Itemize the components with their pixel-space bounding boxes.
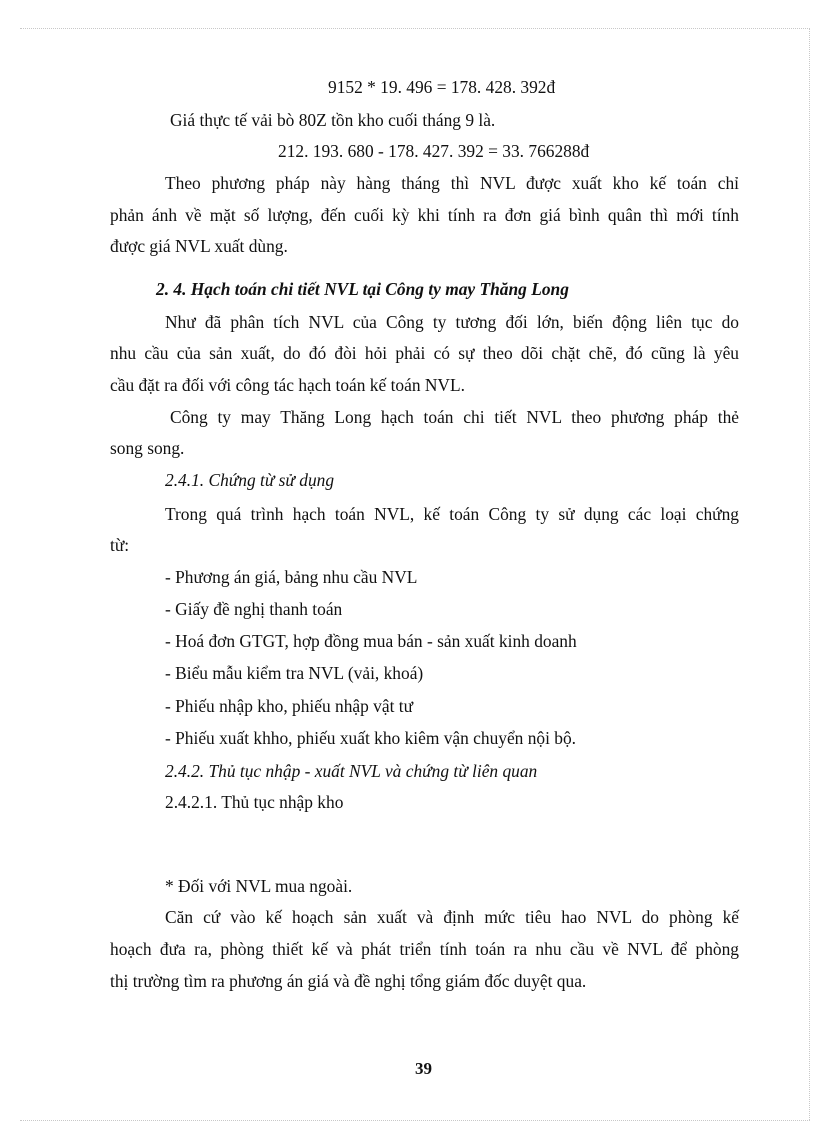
paragraph-line: được giá NVL xuất dùng. <box>110 236 288 256</box>
calc-line-1: 9152 * 19. 496 = 178. 428. 392đ <box>328 77 556 97</box>
subsection-heading: 2.4.2. Thủ tục nhập - xuất NVL và chứng từ liên quan <box>165 761 538 781</box>
paragraph-line: nhu cầu của sản xuất, do đó đòi hỏi phải có sự theo dõi chặt chẽ, đó cũng là yêu <box>110 343 739 363</box>
section-heading: 2. 4. Hạch toán chi tiết NVL tại Công ty may Thăng Long <box>156 279 569 299</box>
paragraph-line: Trong quá trình hạch toán NVL, kế toán Công ty sử dụng các loại chứng <box>165 504 739 524</box>
list-item: - Hoá đơn GTGT, hợp đồng mua bán - sản xuất kinh doanh <box>165 631 577 651</box>
paragraph-line: * Đối với NVL mua ngoài. <box>165 876 353 896</box>
list-item: - Giấy đề nghị thanh toán <box>165 599 343 619</box>
calc-line-2: 212. 193. 680 - 178. 427. 392 = 33. 766288đ <box>278 141 590 161</box>
paragraph-line: song song. <box>110 438 185 458</box>
list-item: - Biểu mẫu kiểm tra NVL (vải, khoá) <box>165 663 424 683</box>
paragraph-line: cầu đặt ra đối với công tác hạch toán kế toán NVL. <box>110 375 465 395</box>
paragraph-line: Như đã phân tích NVL của Công ty tương đối lớn, biến động liên tục do <box>165 312 739 332</box>
list-item: - Phiếu xuất khho, phiếu xuất kho kiêm vận chuyển nội bộ. <box>165 728 577 748</box>
text-line: Giá thực tế vải bò 80Z tồn kho cuối tháng 9 là. <box>170 110 496 130</box>
bottom-rule <box>20 1120 810 1121</box>
paragraph-line: từ: <box>110 535 130 555</box>
subsection-heading: 2.4.1. Chứng từ sử dụng <box>165 470 335 490</box>
paragraph-line: Căn cứ vào kế hoạch sản xuất và định mức tiêu hao NVL do phòng kế <box>165 907 739 927</box>
paragraph-line: Theo phương pháp này hàng tháng thì NVL được xuất kho kế toán chỉ <box>165 173 739 193</box>
list-item: - Phương án giá, bảng nhu cầu NVL <box>165 567 418 587</box>
paragraph-line: phản ánh về mặt số lượng, đến cuối kỳ khi tính ra đơn giá bình quân thì mới tính <box>110 205 739 225</box>
paragraph-line: hoạch đưa ra, phòng thiết kế và phát triển tính toán ra nhu cầu về NVL để phòng <box>110 939 739 959</box>
subsubsection-heading: 2.4.2.1. Thủ tục nhập kho <box>165 792 344 812</box>
paragraph-line: Công ty may Thăng Long hạch toán chi tiết NVL theo phương pháp thẻ <box>170 407 739 427</box>
paragraph-line: thị trường tìm ra phương án giá và đề nghị tổng giám đốc duyệt qua. <box>110 971 587 991</box>
list-item: - Phiếu nhập kho, phiếu nhập vật tư <box>165 696 414 716</box>
page-number: 39 <box>415 1059 432 1078</box>
